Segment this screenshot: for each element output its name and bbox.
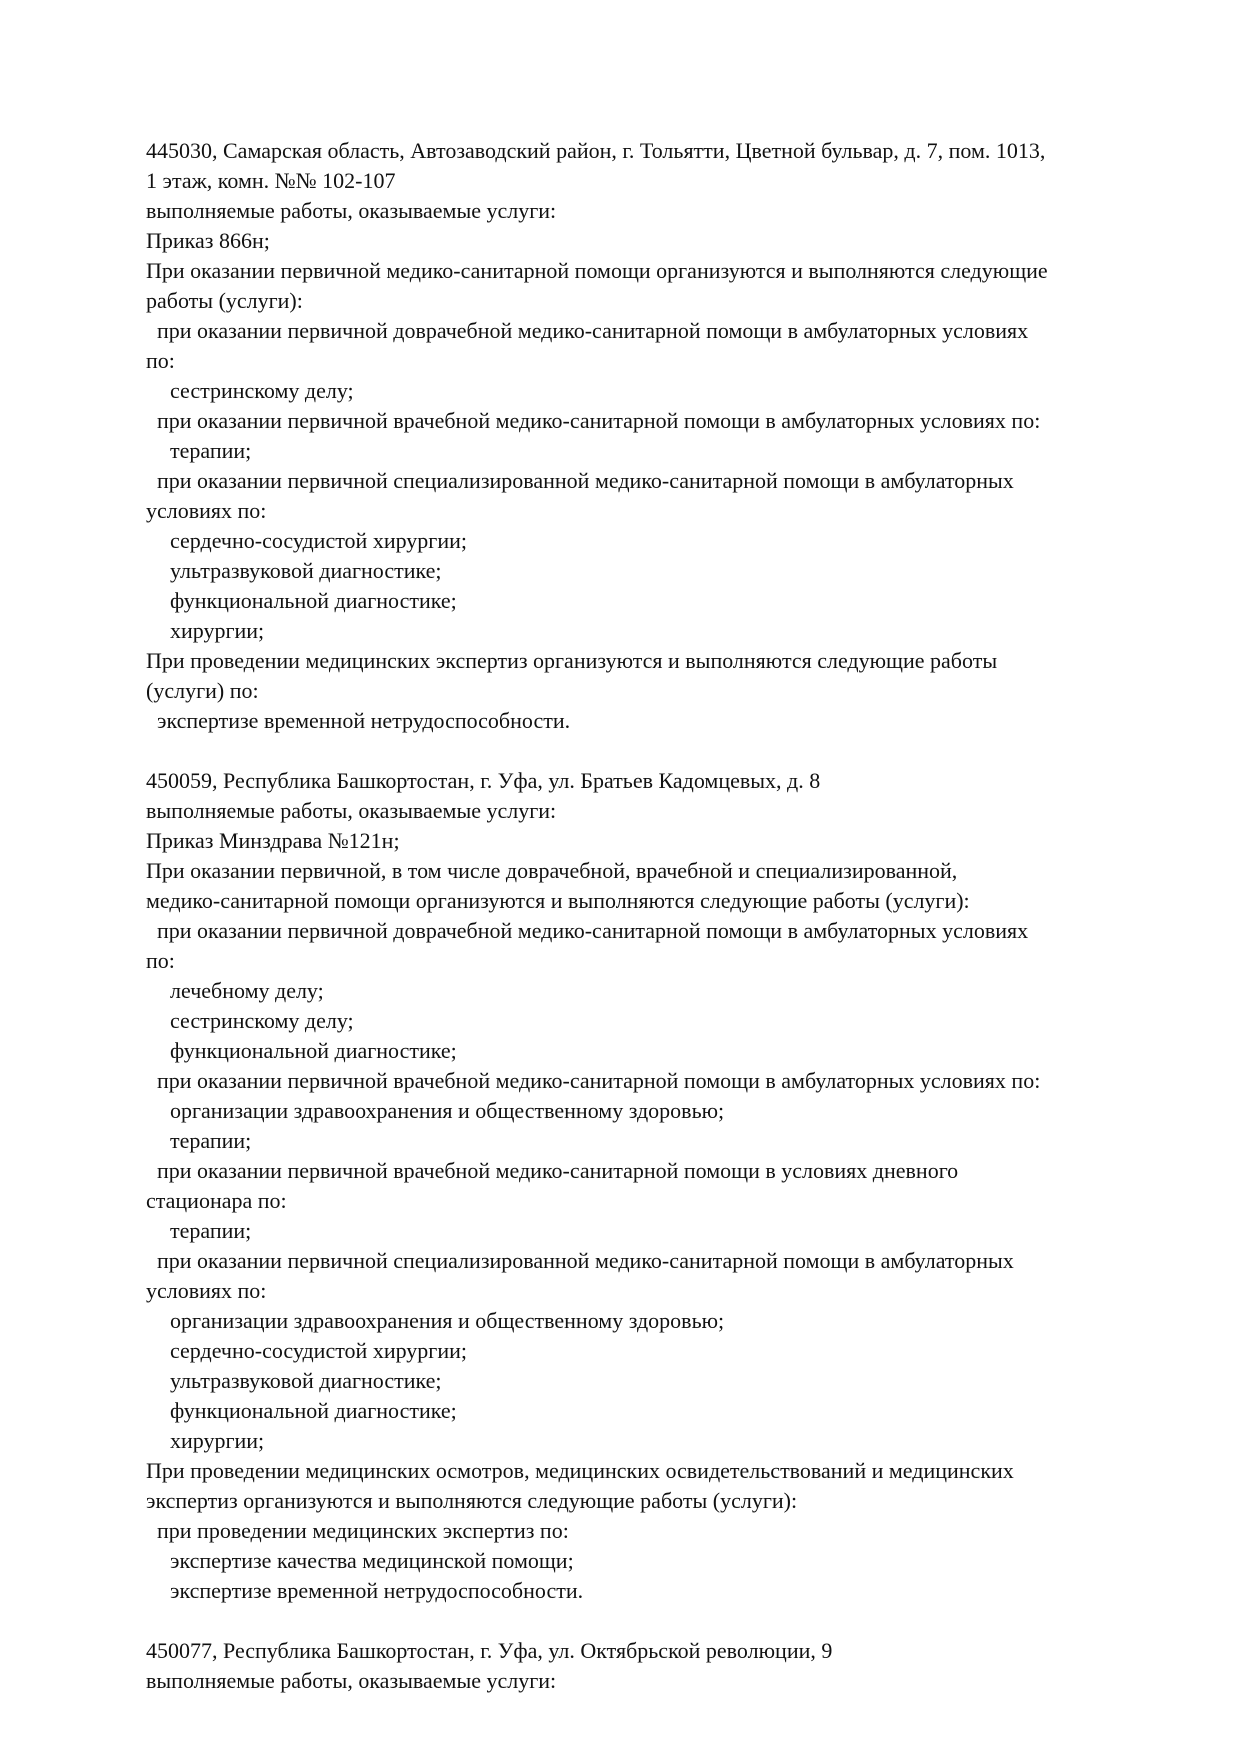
specialty-item: организации здравоохранения и общественному здоровью; — [170, 1098, 725, 1123]
text-line: работы (услуги): — [146, 288, 303, 313]
address-line: 445030, Самарская область, Автозаводский район, г. Тольятти, Цветной бульвар, д. 7, пом. 1013, — [146, 138, 1046, 163]
care-category-line: при оказании первичной специализированной медико-санитарной помощи в амбулаторных — [157, 1248, 1014, 1273]
services-heading: выполняемые работы, оказываемые услуги: — [146, 1668, 557, 1693]
care-category-line: при оказании первичной врачебной медико-санитарной помощи в амбулаторных условиях по: — [157, 1068, 1041, 1093]
specialty-item: функциональной диагностике; — [170, 1038, 457, 1063]
specialty-item: ультразвуковой диагностике; — [170, 558, 442, 583]
care-category-line-continuation: стационара по: — [146, 1188, 287, 1213]
care-category-line: при оказании первичной доврачебной медико-санитарной помощи в амбулаторных условиях — [157, 918, 1029, 943]
care-category-line-continuation: по: — [146, 948, 175, 973]
text-line: При оказании первичной медико-санитарной помощи организуются и выполняются следующие — [146, 258, 1048, 283]
care-category-line: при оказании первичной врачебной медико-санитарной помощи в условиях дневного — [157, 1158, 959, 1183]
specialty-item: функциональной диагностике; — [170, 588, 457, 613]
specialty-item: хирургии; — [170, 1428, 265, 1453]
text-line: При оказании первичной, в том числе доврачебной, врачебной и специализированной, — [146, 858, 958, 883]
specialty-item: организации здравоохранения и общественному здоровью; — [170, 1308, 725, 1333]
specialty-item: ультразвуковой диагностике; — [170, 1368, 442, 1393]
address-line: 450059, Республика Башкортостан, г. Уфа, ул. Братьев Кадомцевых, д. 8 — [146, 768, 821, 793]
text-line: (услуги) по: — [146, 678, 259, 703]
specialty-item: экспертизе временной нетрудоспособности. — [170, 1578, 584, 1603]
services-heading: выполняемые работы, оказываемые услуги: — [146, 798, 557, 823]
text-line: медико-санитарной помощи организуются и выполняются следующие работы (услуги): — [146, 888, 970, 913]
specialty-item: хирургии; — [170, 618, 265, 643]
specialty-item: сестринскому делу; — [170, 378, 354, 403]
care-category-line: при оказании первичной специализированной медико-санитарной помощи в амбулаторных — [157, 468, 1014, 493]
care-category-line-continuation: условиях по: — [146, 498, 267, 523]
services-heading: выполняемые работы, оказываемые услуги: — [146, 198, 557, 223]
specialty-item: экспертизе временной нетрудоспособности. — [157, 708, 571, 733]
specialty-item: терапии; — [170, 438, 252, 463]
specialty-item: сердечно-сосудистой хирургии; — [170, 528, 467, 553]
text-line: При проведении медицинских экспертиз организуются и выполняются следующие работы — [146, 648, 998, 673]
specialty-item: терапии; — [170, 1218, 252, 1243]
address-line: 450077, Республика Башкортостан, г. Уфа, ул. Октябрьской революции, 9 — [146, 1638, 833, 1663]
text-line: экспертиз организуются и выполняются следующие работы (услуги): — [146, 1488, 798, 1513]
text-line: При проведении медицинских осмотров, медицинских освидетельствований и медицинских — [146, 1458, 1014, 1483]
specialty-item: сестринскому делу; — [170, 1008, 354, 1033]
address-line-continuation: 1 этаж, комн. №№ 102-107 — [146, 168, 396, 193]
care-category-line: при оказании первичной доврачебной медико-санитарной помощи в амбулаторных условиях — [157, 318, 1029, 343]
order-reference: Приказ 866н; — [146, 228, 270, 253]
care-category-line: при оказании первичной врачебной медико-санитарной помощи в амбулаторных условиях по: — [157, 408, 1041, 433]
specialty-item: функциональной диагностике; — [170, 1398, 457, 1423]
care-category-line-continuation: по: — [146, 348, 175, 373]
specialty-item: сердечно-сосудистой хирургии; — [170, 1338, 467, 1363]
specialty-item: экспертизе качества медицинской помощи; — [170, 1548, 574, 1573]
care-category-line-continuation: условиях по: — [146, 1278, 267, 1303]
order-reference: Приказ Минздрава №121н; — [146, 828, 400, 853]
specialty-item: терапии; — [170, 1128, 252, 1153]
care-category-line: при проведении медицинских экспертиз по: — [157, 1518, 569, 1543]
specialty-item: лечебному делу; — [170, 978, 324, 1003]
